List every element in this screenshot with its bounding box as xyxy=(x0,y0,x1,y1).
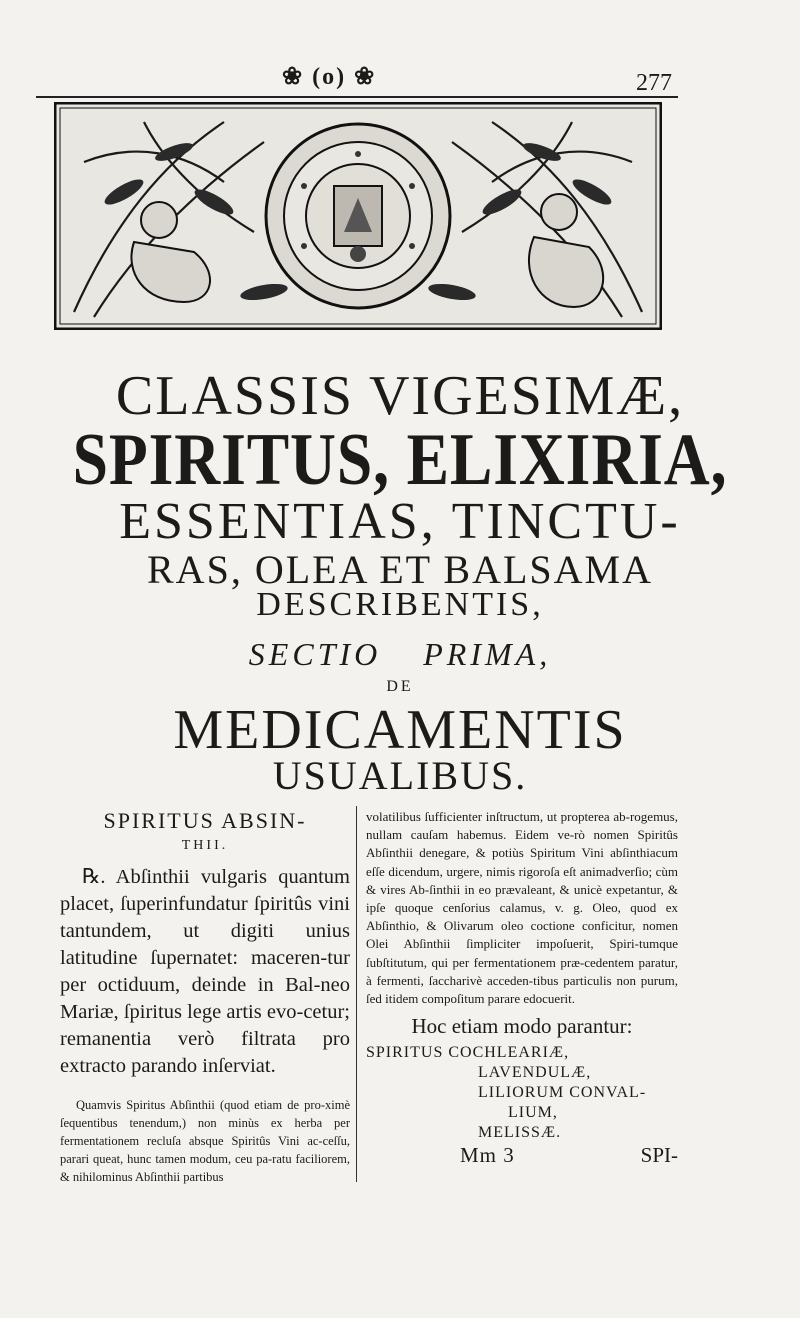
list-item: MELISSÆ. xyxy=(478,1124,562,1142)
list-item: LILIORUM CONVAL- xyxy=(478,1084,647,1102)
title-line-4: RAS, OLEA ET BALSAMA xyxy=(147,547,653,592)
woodcut-headpiece-illustration xyxy=(54,102,662,330)
title-de: DE xyxy=(386,678,414,695)
right-column xyxy=(366,808,678,1169)
recipe-text: ℞. Abſinthii vulgaris quantum placet, ſuperinfundatur ſpiritûs vini tantundem, ut digiti unius latitudine ſupernatet: maceren-tur per octiduum, deinde in Bal-neo Mariæ, ſpiritus lege artis evo-cetur; remanentia verò filtrata pro extracto parando inſerviat. xyxy=(60,866,350,1077)
recipe-heading: SPIRITUS ABSIN- xyxy=(103,808,307,833)
title-line-9: USUALIBUS. xyxy=(272,753,528,798)
list-item: LAVENDULÆ, xyxy=(478,1064,592,1082)
catchword: SPI- xyxy=(640,1143,678,1168)
section-title: SECTIO PRIMA, xyxy=(248,636,552,672)
page-number: 277 xyxy=(636,70,672,96)
page-footer xyxy=(366,1143,678,1169)
title-line-5: DESCRIBENTIS, xyxy=(256,586,544,623)
list-item: LIUM, xyxy=(508,1104,558,1122)
title-line-8: MEDICAMENTIS xyxy=(173,699,627,761)
title-line-1: CLASSIS VIGESIMÆ, xyxy=(115,365,685,427)
header-rule xyxy=(36,96,678,98)
signature-mark: Mm 3 xyxy=(460,1143,515,1168)
list-item: SPIRITUS COCHLEARIÆ, xyxy=(366,1044,570,1062)
subheading: Hoc etiam modo parantur: xyxy=(411,1014,633,1039)
left-column xyxy=(60,808,350,1186)
title-line-2: SPIRITUS, ELIXIRIA, xyxy=(72,419,728,501)
commentary-text: Quamvis Spiritus Abſinthii (quod etiam de pro-ximè ſequentibus tenendum,) non minùs ex herba per fermentationem recluſa absque Spiritûs Vini ac-ceſſu, parari queat, hunc tamen modum, ceu pa-ratu faciliorem, & nihilominus Abſinthii partibus xyxy=(60,1098,350,1184)
title-line-3: ESSENTIAS, TINCTU- xyxy=(119,493,681,550)
recipe-heading-continuation: THII. xyxy=(181,838,229,853)
column-divider xyxy=(356,806,357,1182)
spirits-list xyxy=(366,1043,678,1143)
commentary-continued: volatilibus ſufficienter inſtructum, ut propterea ab-rogemus, nullam cauſam habemus. Eidem ve-rò nomen Spiritûs Abſinthii denegare, & potiùs Spiritum Vini abſinthiacum eſſe dicendum, urgere, nimis rigoroſa eſt animadverſio; cùm & vires Ab-ſinthii in eo prævaleant, & unicè expetantur, & ipſe quoque cenſorius calamus, v. g. Oleo, quod ex Abſinthio, & Olivarum oleo coctione conficitur, nomen Olei Abſinthii ſimpliciter impoſuerit, Spiri-tumque ſubſtitutum, qui per fermentationem præ-cedentem paratur, à fermenti, ſaccharivè acceden-tibus particulis non purum, ſed itidem compoſitum parare edocuerit. xyxy=(366,809,678,1007)
header-ornament: ❀ (o) ❀ xyxy=(282,64,377,90)
